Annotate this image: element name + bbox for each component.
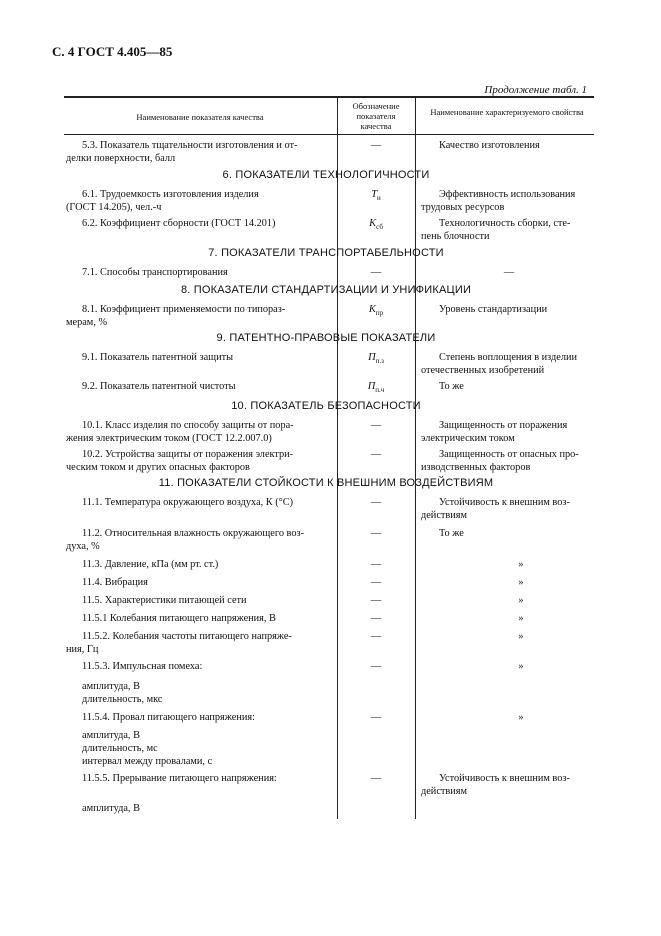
table-row: 11.2. Относительная влажность окружающего воз- духа, %: [66, 528, 304, 552]
table-row: 11.3. Давление, кПа (мм рт. ст.): [82, 559, 219, 570]
symbol-cell: $T_и$: [371, 189, 381, 203]
property-cell: —: [503, 267, 515, 278]
symbol-cell: —: [370, 267, 382, 278]
section-heading: 9. ПАТЕНТНО-ПРАВОВЫЕ ПОКАЗАТЕЛИ: [216, 332, 436, 344]
table-row: 7.1. Способы транспортирования: [82, 267, 228, 278]
section-heading: 11. ПОКАЗАТЕЛИ СТОЙКОСТИ К ВНЕШНИМ ВОЗДЕЙСТВИЯМ: [158, 477, 494, 489]
table-row: 8.1. Коэффициент применяемости по типораз- мерам, %: [66, 304, 286, 328]
table-row: 10.2. Устройства защиты от поражения электри- ческим током и других опасных факторов: [66, 449, 294, 473]
sub-parameter: длительность, мкс: [82, 694, 163, 705]
symbol-cell: $K_{сб}$: [369, 218, 383, 232]
table-row: 11.5.1 Колебания питающего напряжения, В: [82, 613, 276, 624]
symbol-cell: —: [370, 497, 382, 508]
symbol-cell: —: [370, 631, 382, 642]
property-cell: Устойчивость к внешним воз- действиям: [421, 497, 570, 521]
table-row: 11.5.3. Импульсная помеха:: [82, 661, 203, 672]
table-continuation-label: Продолжение табл. 1: [484, 84, 587, 96]
table-row: 10.1. Класс изделия по способу защиты от пора- жения электрическим током (ГОСТ 12.2.007.0): [66, 420, 294, 444]
symbol-cell: —: [370, 140, 382, 151]
section-heading: 8. ПОКАЗАТЕЛИ СТАНДАРТИЗАЦИИ И УНИФИКАЦИИ: [180, 284, 472, 296]
property-cell: »: [518, 631, 524, 642]
table-row: 11.4. Вибрация: [82, 577, 148, 588]
symbol-cell: —: [370, 661, 382, 672]
property-cell: Уровень стандартизации: [439, 304, 548, 315]
table-row: 5.3. Показатель тщательности изготовления и от- делки поверхности, балл: [66, 140, 298, 164]
symbol-cell: —: [370, 528, 382, 539]
property-cell: Эффективность использования трудовых ресурсов: [421, 189, 576, 213]
property-cell: »: [518, 712, 524, 723]
table-row: 6.2. Коэффициент сборности (ГОСТ 14.201): [82, 218, 276, 229]
symbol-cell: —: [370, 773, 382, 784]
property-cell: Технологичность сборки, сте- пень блочности: [421, 218, 571, 242]
property-cell: Защищенность от опасных про- изводственных факторов: [421, 449, 579, 473]
property-cell: Устойчивость к внешним воз- действиям: [421, 773, 570, 797]
table-row: 11.5.2. Колебания частоты питающего напряже- ния, Гц: [66, 631, 292, 655]
sub-parameter: амплитуда, В: [82, 803, 140, 814]
sub-parameter: длительность, мс: [82, 743, 158, 754]
table-row: 11.5.5. Прерывание питающего напряжения:: [82, 773, 277, 784]
sub-parameter: амплитуда, В: [82, 681, 140, 692]
property-cell: »: [518, 661, 524, 672]
page-header: С. 4 ГОСТ 4.405—85: [52, 44, 173, 59]
symbol-cell: —: [370, 559, 382, 570]
symbol-cell: —: [370, 449, 382, 460]
property-cell: То же: [439, 381, 464, 392]
column-divider-1: [337, 97, 338, 819]
symbol-cell: —: [370, 712, 382, 723]
symbol-cell: —: [370, 613, 382, 624]
section-heading: 7. ПОКАЗАТЕЛИ ТРАНСПОРТАБЕЛЬНОСТИ: [208, 247, 444, 259]
property-cell: »: [518, 559, 524, 570]
table-row: 9.2. Показатель патентной чистоты: [82, 381, 236, 392]
sub-parameter: амплитуда, В: [82, 730, 140, 741]
symbol-cell: —: [370, 420, 382, 431]
section-heading: 6. ПОКАЗАТЕЛИ ТЕХНОЛОГИЧНОСТИ: [222, 169, 430, 181]
property-cell: Защищенность от поражения электрическим током: [421, 420, 568, 444]
table-row: 11.5. Характеристики питающей сети: [82, 595, 247, 606]
table-top-rule: [64, 96, 594, 98]
property-cell: Качество изготовления: [439, 140, 540, 151]
symbol-cell: $K_{пр}$: [368, 304, 384, 318]
column-header-name: Наименование показателя качества: [136, 112, 264, 122]
property-cell: »: [518, 595, 524, 606]
property-cell: »: [518, 613, 524, 624]
symbol-cell: —: [370, 595, 382, 606]
property-cell: То же: [439, 528, 464, 539]
column-header-symbol: Обозначение показателя качества: [352, 101, 400, 131]
symbol-cell: $П_{п.з}$: [368, 352, 384, 366]
symbol-cell: —: [370, 577, 382, 588]
column-divider-2: [415, 97, 416, 819]
symbol-cell: $П_{п.ч}$: [367, 381, 385, 395]
section-heading: 10. ПОКАЗАТЕЛЬ БЕЗОПАСНОСТИ: [231, 400, 421, 412]
table-row: 11.1. Температура окружающего воздуха, К (°С): [82, 497, 294, 508]
table-row: 9.1. Показатель патентной защиты: [82, 352, 234, 363]
column-header-property: Наименование характеризуемого свойства: [430, 107, 584, 117]
property-cell: Степень воплощения в изделии отечественных изобретений: [421, 352, 578, 376]
header-bottom-rule: [64, 134, 594, 135]
sub-parameter: интервал между провалами, с: [82, 756, 213, 767]
property-cell: »: [518, 577, 524, 588]
table-row: 11.5.4. Провал питающего напряжения:: [82, 712, 255, 723]
table-row: 6.1. Трудоемкость изготовления изделия (ГОСТ 14.205), чел.-ч: [66, 189, 259, 213]
